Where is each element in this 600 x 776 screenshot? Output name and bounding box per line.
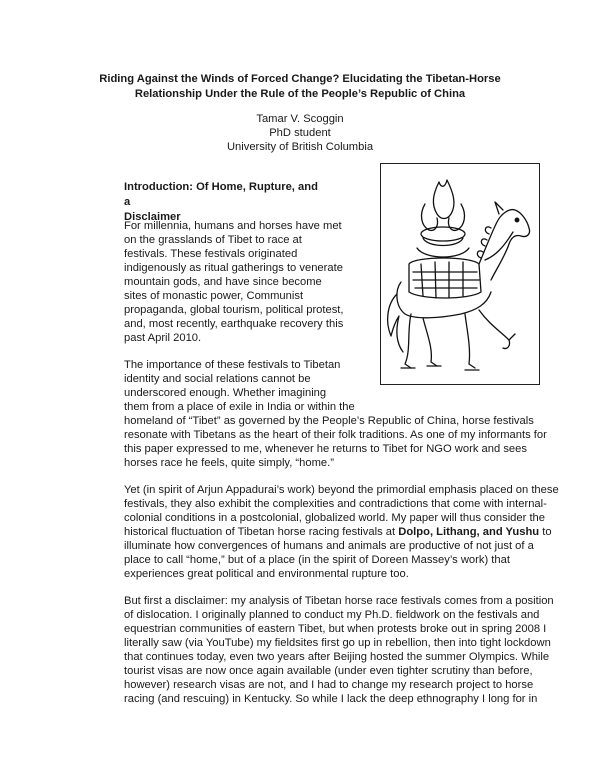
wind-horse-figure	[380, 163, 540, 385]
text-line: that continues today, even two years after Beijing hosted the summer Olympics. While	[124, 651, 550, 663]
paper-title-line: Relationship Under the Rule of the People’s Republic of China	[134, 88, 466, 100]
text-line: homeland of “Tibet” as governed by the People’s Republic of China, horse festivals	[124, 415, 534, 427]
text-line: But first a disclaimer: my analysis of Tibetan horse race festivals comes from a position	[124, 595, 554, 607]
text-line: on the grasslands of Tibet to race at	[124, 234, 302, 246]
text-line: The importance of these festivals to Tibetan	[124, 359, 341, 371]
text-line: propaganda, global tourism, political protest,	[124, 304, 344, 316]
text-line: past April 2010.	[124, 332, 202, 344]
author-affiliation: University of British Columbia	[226, 141, 374, 153]
text-line: illuminate how convergences of humans and animals are productive of not just of a	[124, 540, 534, 552]
text-line: festivals. These festivals originated	[124, 248, 298, 260]
text-line: indigenously as ritual gatherings to venerate	[124, 262, 343, 274]
section-heading-line: Introduction: Of Home, Rupture, and a	[124, 181, 318, 208]
text-line: Yet (in spirit of Arjun Appadurai’s work) beyond the primordial emphasis placed on these	[124, 484, 559, 496]
text-line: literally saw (via YouTube) my fieldsites first go up in rebellion, then into tight lockdown	[124, 637, 551, 649]
text-line: of dislocation. I originally planned to conduct my Ph.D. fieldwork on the festivals and	[124, 609, 540, 621]
text-line: however) research visas are not, and I had to change my research project to horse	[124, 679, 534, 691]
text-line: racing (and rescuing) in Kentucky. So while I lack the deep ethnography I long for in	[124, 693, 538, 705]
author-name: Tamar V. Scoggin	[256, 113, 344, 125]
text-line: horses race he feels, quite simply, “home.”	[124, 457, 334, 469]
text-span: to	[539, 526, 552, 538]
text-line	[124, 525, 552, 539]
text-line: and, most recently, earthquake recovery this	[124, 318, 344, 330]
author-block	[200, 112, 400, 154]
text-line: sites of monastic power, Communist	[124, 290, 304, 302]
text-line: equestrian communities of eastern Tibet, but when protests broke out in spring 2008 I	[124, 623, 547, 635]
text-line: resonate with Tibetans as the heart of their folk traditions. As one of my informants for	[124, 429, 547, 441]
emphasized-locations: Dolpo, Lithang, and Yushu	[398, 526, 540, 538]
author-role: PhD student	[269, 127, 331, 139]
wind-horse-icon	[381, 164, 539, 384]
text-line: them from a place of exile in India or within the	[124, 401, 355, 413]
paper-title-line: Riding Against the Winds of Forced Change? Elucidating the Tibetan-Horse	[99, 73, 501, 85]
text-line: place to call “home,” but of a place (in the spirit of Doreen Massey’s work) that	[124, 554, 510, 566]
text-line: For millennia, humans and horses have met	[124, 220, 342, 232]
text-line: this paper expressed to me, whenever he returns to Tibet for NGO work and sees	[124, 443, 527, 455]
text-line: tourist visas are now once again available (under even tighter scrutiny than before,	[124, 665, 533, 677]
text-line: mountain gods, and have since become	[124, 276, 322, 288]
paper-title	[60, 72, 540, 102]
text-line: identity and social relations cannot be	[124, 373, 311, 385]
text-line: festivals, they also exhibit the complexities and contradictions that come with internal-	[124, 498, 547, 510]
text-line: colonial conditions in a postcolonial, globalized world. My paper will thus consider the	[124, 512, 546, 524]
section-heading-line: Disclaimer	[124, 211, 181, 223]
text-span: historical fluctuation of Tibetan horse racing festivals at	[124, 526, 399, 538]
text-line: experiences great political and environmental rupture too.	[124, 568, 409, 580]
text-line: underscored enough. Whether imagining	[124, 387, 327, 399]
